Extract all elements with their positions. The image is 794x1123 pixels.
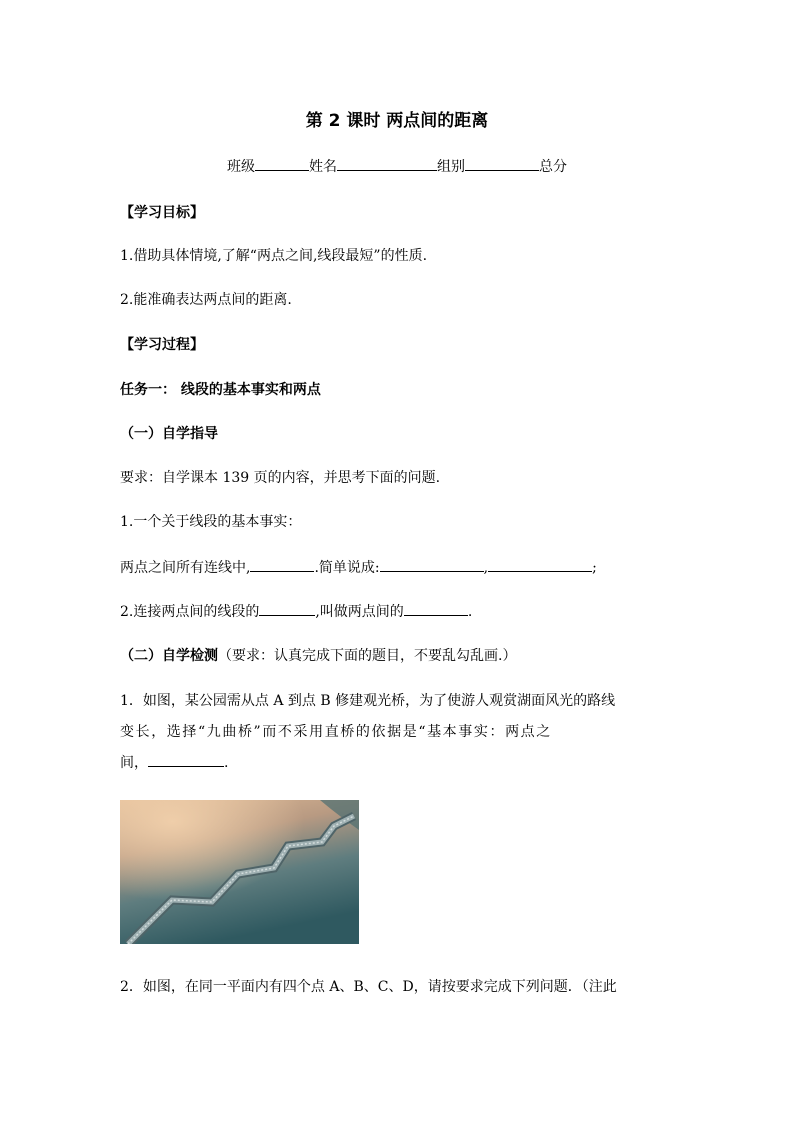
self-check-line xyxy=(120,646,516,666)
q1-blank-2[interactable] xyxy=(380,557,484,572)
requirement-text: 要求：自学课本 139 页的内容，并思考下面的问题. xyxy=(120,470,441,486)
q1-blank-3[interactable] xyxy=(488,557,592,572)
q1-text-a: 两点之间所有连线中, xyxy=(120,560,251,576)
guide-heading: （一）自学指导 xyxy=(120,426,218,442)
exercise-1-line-1: 1．如图，某公园需从点 A 到点 B 修建观光桥，为了使游人观赏湖面风光的路线 xyxy=(120,693,616,709)
class-label: 班级 xyxy=(227,159,255,175)
q2-text-c: . xyxy=(467,604,473,620)
question-2-fill xyxy=(120,601,472,622)
q2-blank-1[interactable] xyxy=(259,601,315,616)
class-blank xyxy=(255,156,309,171)
page-title: 第 2 课时 两点间的距离 xyxy=(305,111,489,131)
zigzag-bridge-photo xyxy=(120,800,359,944)
question-1-fill xyxy=(120,557,597,578)
student-info-line xyxy=(0,156,794,176)
exercise-1 xyxy=(120,686,676,779)
exercise-1-line-2: 变长，选择“九曲桥”而不采用直桥的依据是“基本事实：两点之 xyxy=(120,724,552,740)
exercise-1-text-a: 间， xyxy=(120,755,148,771)
process-heading: 【学习过程】 xyxy=(120,337,204,353)
question-1-intro: 1.一个关于线段的基本事实： xyxy=(120,514,302,530)
total-label: 总分 xyxy=(539,159,567,175)
q1-blank-1[interactable] xyxy=(250,557,314,572)
q1-text-c: , xyxy=(483,560,489,576)
objectives-heading: 【学习目标】 xyxy=(120,205,204,221)
q2-blank-2[interactable] xyxy=(404,601,468,616)
check-heading: （二）自学检测 xyxy=(120,648,218,664)
exercise-1-blank[interactable] xyxy=(148,752,224,767)
group-blank xyxy=(465,156,539,171)
q1-text-b: .简单说成: xyxy=(314,560,380,576)
exercise-2: 2．如图，在同一平面内有四个点 A、B、C、D，请按要求完成下列问题．（注此 xyxy=(120,979,617,995)
zigzag-bridge-illustration xyxy=(120,800,359,944)
group-label: 组别 xyxy=(437,159,465,175)
check-note: （要求：认真完成下面的题目，不要乱勾乱画.） xyxy=(218,648,517,664)
name-label: 姓名 xyxy=(309,159,337,175)
name-blank xyxy=(337,156,437,171)
exercise-1-text-b: . xyxy=(224,755,229,771)
objective-item-2: 2.能准确表达两点间的距离. xyxy=(120,292,292,308)
q2-text-a: 2.连接两点间的线段的 xyxy=(120,604,260,620)
objective-item-1: 1.借助具体情境,了解“两点之间,线段最短”的性质. xyxy=(120,248,428,264)
q1-text-d: ; xyxy=(592,560,597,576)
task-1-heading: 任务一： 线段的基本事实和两点 xyxy=(120,382,321,398)
exercise-1-line-3 xyxy=(120,748,676,779)
q2-text-b: ,叫做两点间的 xyxy=(315,604,404,620)
